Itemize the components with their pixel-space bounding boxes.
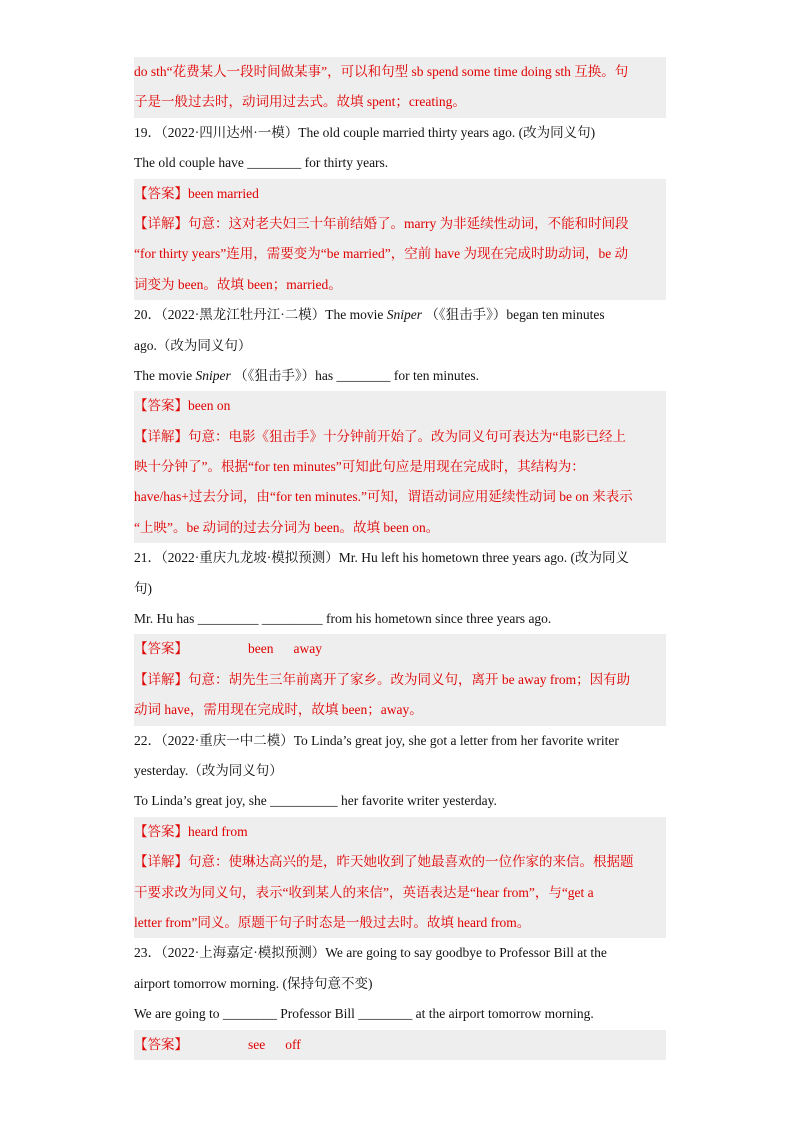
answer-label: 【答案】: [134, 641, 188, 657]
explanation-text: 句意：使琳达高兴的是，昨天她收到了她最喜欢的一位作家的来信。根据题: [188, 854, 634, 870]
document-content: [134, 57, 666, 1060]
explanation-line: “上映”。be 动词的过去分词为 been。故填 been on。: [134, 513, 666, 543]
explanation-line: 干要求改为同义句，表示“收到某人的来信”，英语表达是“hear from”，与“get a: [134, 878, 666, 908]
question-number: 19．: [134, 124, 161, 140]
explanation-text: 句意：胡先生三年前离开了家乡。改为同义句，离开 be away from；因有助: [188, 671, 631, 687]
question-23-stem-cont: airport tomorrow morning. (保持句意不变): [134, 975, 373, 991]
question-21-stem-cont: 句): [134, 580, 152, 596]
question-20-answer: [134, 391, 666, 421]
question-19-explanation: [134, 209, 666, 239]
question-22-answer: [134, 817, 666, 847]
question-source: （2022·重庆九龙坡·模拟预测）: [161, 550, 339, 566]
answer-label: 【答案】: [134, 185, 188, 201]
question-source: （2022·上海嘉定·模拟预测）: [161, 945, 326, 961]
question-22-explanation: [134, 847, 666, 877]
question-23-blank-sentence: We are going to ________ Professor Bill ________ at the airport tomorrow morning.: [134, 1006, 594, 1022]
answer-text: been on: [188, 398, 231, 414]
question-text: To Linda’s great joy, she got a letter from her favorite writer: [293, 732, 619, 748]
explanation-line: 子是一般过去时，动词用过去式。故填 spent；creating。: [134, 87, 666, 117]
question-number: 20．: [134, 307, 161, 323]
question-number: 22．: [134, 732, 161, 748]
movie-title: Sniper: [195, 367, 231, 383]
question-22-stem: [134, 726, 666, 756]
explanation-label: 【详解】: [134, 671, 188, 687]
answer-word: see: [248, 1036, 266, 1052]
question-22-blank-sentence: To Linda’s great joy, she __________ her favorite writer yesterday.: [134, 793, 497, 809]
question-text: The old couple married thirty years ago. (改为同义句): [298, 124, 596, 140]
question-21-blank-sentence: Mr. Hu has _________ _________ from his hometown since three years ago.: [134, 611, 552, 627]
question-21-answer: [134, 634, 666, 664]
answer-text: heard from: [188, 823, 248, 839]
explanation-text: 句意：这对老夫妇三十年前结婚了。marry 为非延续性动词，不能和时间段: [188, 215, 629, 231]
question-20-explanation: [134, 422, 666, 452]
question-text: We are going to say goodbye to Professor Bill at the: [325, 945, 607, 961]
question-20-stem-cont: ago.（改为同义句）: [134, 337, 252, 353]
question-source: （2022·黑龙江牡丹江·二模）: [161, 307, 326, 323]
question-20-stem: 20．（2022·黑龙江牡丹江·二模）The movie Sniper （《狙击手》）began ten minutes: [134, 307, 605, 323]
explanation-line: 动词 have，需用现在完成时，故填 been；away。: [134, 695, 666, 725]
question-number: 21．: [134, 550, 161, 566]
question-source: （2022·四川达州·一模）: [161, 124, 299, 140]
explanation-line: letter from”同义。原题干句子时态是一般过去时。故填 heard from。: [134, 908, 666, 938]
question-23-answer: [134, 1030, 666, 1060]
question-22-stem-cont: yesterday.（改为同义句）: [134, 762, 283, 778]
answer-label: 【答案】: [134, 398, 188, 414]
answer-text: been married: [188, 185, 259, 201]
explanation-line: 词变为 been。故填 been；married。: [134, 270, 666, 300]
question-21-stem: [134, 543, 666, 573]
question-19-answer: [134, 179, 666, 209]
question-source: （2022·重庆一中二模）: [161, 732, 294, 748]
question-text: Mr. Hu left his hometown three years ago. (改为同义: [338, 550, 629, 566]
answer-word: been: [248, 641, 274, 657]
explanation-label: 【详解】: [134, 428, 188, 444]
question-20-blank-sentence: The movie Sniper （《狙击手》）has ________ for ten minutes.: [134, 367, 479, 383]
answer-word: away: [293, 641, 322, 657]
explanation-text: 句意：电影《狙击手》十分钟前开始了。改为同义句可表达为“电影已经上: [188, 428, 626, 444]
answer-word: off: [285, 1036, 301, 1052]
question-number: 23．: [134, 945, 161, 961]
explanation-line: do sth“花费某人一段时间做某事”，可以和句型 sb spend some time doing sth 互换。句: [134, 57, 666, 87]
explanation-line: “for thirty years”连用，需要变为“be married”，空前 have 为现在完成时助动词，be 动: [134, 239, 666, 269]
explanation-line: 映十分钟了”。根据“for ten minutes”可知此句应是用现在完成时，其结构为：: [134, 452, 666, 482]
explanation-line: have/has+过去分词，由“for ten minutes.”可知，谓语动词应用延续性动词 be on 来表示: [134, 482, 666, 512]
answer-label: 【答案】: [134, 1036, 188, 1052]
movie-title: Sniper: [386, 307, 422, 323]
question-19-stem: [134, 118, 666, 148]
answer-label: 【答案】: [134, 823, 188, 839]
explanation-label: 【详解】: [134, 215, 188, 231]
question-19-blank-sentence: The old couple have ________ for thirty years.: [134, 155, 389, 171]
explanation-label: 【详解】: [134, 854, 188, 870]
question-21-explanation: [134, 665, 666, 695]
question-23-stem: [134, 938, 666, 968]
